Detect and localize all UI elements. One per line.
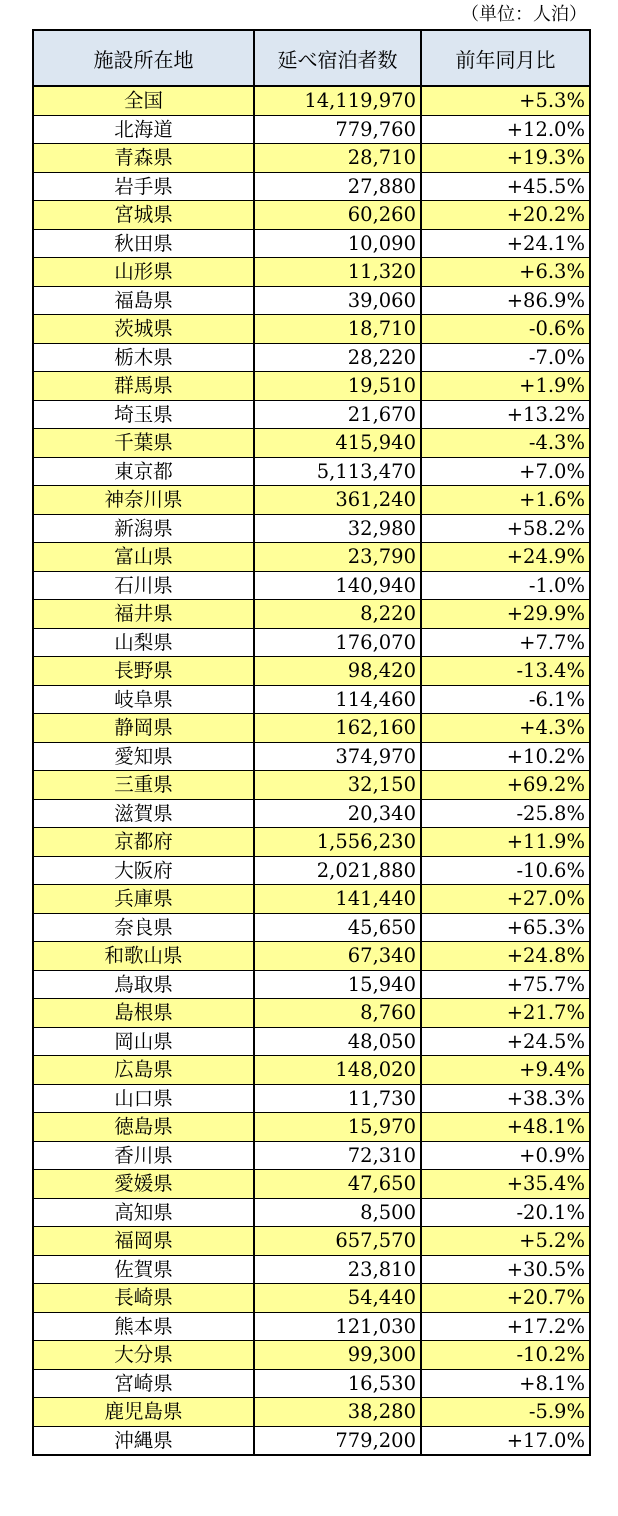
location-cell: 千葉県 [33, 429, 254, 458]
guest-nights-cell: 15,940 [254, 970, 421, 999]
table-row [33, 771, 590, 800]
table-row [33, 1426, 590, 1455]
table-row [33, 1227, 590, 1256]
location-cell: 全国 [33, 86, 254, 115]
yoy-cell: +38.3% [421, 1084, 590, 1113]
guest-nights-cell: 11,320 [254, 258, 421, 287]
guest-nights-cell: 10,090 [254, 229, 421, 258]
yoy-cell: +75.7% [421, 970, 590, 999]
yoy-cell: +30.5% [421, 1255, 590, 1284]
table-row [33, 1141, 590, 1170]
guest-nights-cell: 15,970 [254, 1113, 421, 1142]
yoy-cell: +24.8% [421, 942, 590, 971]
guest-nights-cell: 27,880 [254, 172, 421, 201]
guest-nights-cell: 8,500 [254, 1198, 421, 1227]
table-row [33, 970, 590, 999]
location-cell: 茨城県 [33, 315, 254, 344]
guest-nights-cell: 19,510 [254, 372, 421, 401]
guest-nights-cell: 39,060 [254, 286, 421, 315]
location-cell: 奈良県 [33, 913, 254, 942]
header-row [33, 30, 590, 86]
yoy-cell: -7.0% [421, 343, 590, 372]
table-row [33, 457, 590, 486]
guest-nights-cell: 2,021,880 [254, 856, 421, 885]
location-cell: 山形県 [33, 258, 254, 287]
location-cell: 石川県 [33, 571, 254, 600]
location-cell: 群馬県 [33, 372, 254, 401]
location-cell: 大阪府 [33, 856, 254, 885]
yoy-cell: +48.1% [421, 1113, 590, 1142]
guest-nights-cell: 45,650 [254, 913, 421, 942]
guest-nights-cell: 8,220 [254, 600, 421, 629]
guest-nights-cell: 28,710 [254, 144, 421, 173]
table-row [33, 201, 590, 230]
guest-nights-cell: 32,150 [254, 771, 421, 800]
guest-nights-cell: 374,970 [254, 742, 421, 771]
location-cell: 福島県 [33, 286, 254, 315]
table-row [33, 942, 590, 971]
guest-nights-cell: 23,810 [254, 1255, 421, 1284]
table-row [33, 856, 590, 885]
location-cell: 熊本県 [33, 1312, 254, 1341]
guest-nights-cell: 16,530 [254, 1369, 421, 1398]
yoy-cell: -10.6% [421, 856, 590, 885]
table-row [33, 315, 590, 344]
table-body [33, 86, 590, 1455]
table-row [33, 1198, 590, 1227]
yoy-cell: -6.1% [421, 685, 590, 714]
guest-nights-cell: 48,050 [254, 1027, 421, 1056]
guest-nights-cell: 141,440 [254, 885, 421, 914]
location-cell: 鳥取県 [33, 970, 254, 999]
table-row [33, 1113, 590, 1142]
yoy-cell: -13.4% [421, 657, 590, 686]
guest-nights-cell: 657,570 [254, 1227, 421, 1256]
location-cell: 広島県 [33, 1056, 254, 1085]
yoy-cell: -25.8% [421, 799, 590, 828]
unit-note: （単位：人泊） [461, 4, 587, 25]
location-cell: 滋賀県 [33, 799, 254, 828]
yoy-cell: +17.0% [421, 1426, 590, 1455]
yoy-cell: +10.2% [421, 742, 590, 771]
yoy-cell: +9.4% [421, 1056, 590, 1085]
yoy-cell: -4.3% [421, 429, 590, 458]
guest-nights-cell: 176,070 [254, 628, 421, 657]
table-row [33, 343, 590, 372]
guest-nights-cell: 60,260 [254, 201, 421, 230]
table-row [33, 286, 590, 315]
table-row [33, 1255, 590, 1284]
guest-nights-cell: 121,030 [254, 1312, 421, 1341]
yoy-cell: +19.3% [421, 144, 590, 173]
yoy-cell: +65.3% [421, 913, 590, 942]
table-row [33, 372, 590, 401]
location-cell: 愛知県 [33, 742, 254, 771]
guest-nights-cell: 20,340 [254, 799, 421, 828]
yoy-cell: -10.2% [421, 1341, 590, 1370]
guest-nights-cell: 162,160 [254, 714, 421, 743]
yoy-cell: +29.9% [421, 600, 590, 629]
yoy-cell: +12.0% [421, 115, 590, 144]
location-cell: 佐賀県 [33, 1255, 254, 1284]
location-cell: 北海道 [33, 115, 254, 144]
guest-nights-cell: 415,940 [254, 429, 421, 458]
location-cell: 静岡県 [33, 714, 254, 743]
table-row [33, 628, 590, 657]
location-cell: 島根県 [33, 999, 254, 1028]
yoy-cell: +5.2% [421, 1227, 590, 1256]
table-row [33, 885, 590, 914]
table-row [33, 1369, 590, 1398]
yoy-cell: +24.9% [421, 543, 590, 572]
location-cell: 兵庫県 [33, 885, 254, 914]
guest-nights-cell: 18,710 [254, 315, 421, 344]
location-cell: 福岡県 [33, 1227, 254, 1256]
guest-nights-cell: 779,760 [254, 115, 421, 144]
yoy-cell: +21.7% [421, 999, 590, 1028]
guest-nights-cell: 32,980 [254, 514, 421, 543]
guest-nights-cell: 5,113,470 [254, 457, 421, 486]
table-row [33, 144, 590, 173]
table-row [33, 543, 590, 572]
table-row [33, 258, 590, 287]
table-row [33, 571, 590, 600]
yoy-cell: +11.9% [421, 828, 590, 857]
table-row [33, 799, 590, 828]
yoy-cell: +13.2% [421, 400, 590, 429]
guest-nights-cell: 67,340 [254, 942, 421, 971]
location-cell: 鹿児島県 [33, 1398, 254, 1427]
yoy-cell: -5.9% [421, 1398, 590, 1427]
location-cell: 岡山県 [33, 1027, 254, 1056]
yoy-cell: +8.1% [421, 1369, 590, 1398]
table-row [33, 1170, 590, 1199]
location-cell: 大分県 [33, 1341, 254, 1370]
yoy-cell: +45.5% [421, 172, 590, 201]
table-row [33, 229, 590, 258]
table-row [33, 657, 590, 686]
table-row [33, 1341, 590, 1370]
guest-nights-cell: 11,730 [254, 1084, 421, 1113]
yoy-cell: +17.2% [421, 1312, 590, 1341]
table-row [33, 486, 590, 515]
location-cell: 青森県 [33, 144, 254, 173]
yoy-cell: +1.6% [421, 486, 590, 515]
yoy-cell: +5.3% [421, 86, 590, 115]
yoy-cell: -20.1% [421, 1198, 590, 1227]
yoy-cell: +7.7% [421, 628, 590, 657]
table-row [33, 1056, 590, 1085]
location-cell: 福井県 [33, 600, 254, 629]
guest-nights-cell: 28,220 [254, 343, 421, 372]
yoy-cell: +7.0% [421, 457, 590, 486]
guest-nights-cell: 361,240 [254, 486, 421, 515]
yoy-cell: +86.9% [421, 286, 590, 315]
location-cell: 栃木県 [33, 343, 254, 372]
yoy-cell: +1.9% [421, 372, 590, 401]
location-cell: 神奈川県 [33, 486, 254, 515]
yoy-cell: +0.9% [421, 1141, 590, 1170]
location-cell: 和歌山県 [33, 942, 254, 971]
location-cell: 長崎県 [33, 1284, 254, 1313]
table-row [33, 1084, 590, 1113]
yoy-cell: -1.0% [421, 571, 590, 600]
guest-nights-cell: 23,790 [254, 543, 421, 572]
yoy-cell: +24.1% [421, 229, 590, 258]
yoy-cell: +35.4% [421, 1170, 590, 1199]
table-row [33, 1284, 590, 1313]
table-row [33, 172, 590, 201]
guest-nights-cell: 8,760 [254, 999, 421, 1028]
yoy-cell: +6.3% [421, 258, 590, 287]
table-row [33, 714, 590, 743]
guest-nights-cell: 1,556,230 [254, 828, 421, 857]
yoy-cell: +58.2% [421, 514, 590, 543]
table-row [33, 999, 590, 1028]
location-cell: 宮城県 [33, 201, 254, 230]
guest-nights-cell: 99,300 [254, 1341, 421, 1370]
table-row [33, 600, 590, 629]
yoy-cell: +20.7% [421, 1284, 590, 1313]
table-row [33, 828, 590, 857]
guest-nights-cell: 38,280 [254, 1398, 421, 1427]
location-cell: 山口県 [33, 1084, 254, 1113]
table-row [33, 1398, 590, 1427]
location-cell: 埼玉県 [33, 400, 254, 429]
location-cell: 京都府 [33, 828, 254, 857]
location-cell: 秋田県 [33, 229, 254, 258]
guest-nights-cell: 148,020 [254, 1056, 421, 1085]
guest-nights-cell: 14,119,970 [254, 86, 421, 115]
guest-nights-cell: 47,650 [254, 1170, 421, 1199]
table-row [33, 685, 590, 714]
guest-nights-cell: 98,420 [254, 657, 421, 686]
guest-nights-cell: 779,200 [254, 1426, 421, 1455]
guest-nights-cell: 54,440 [254, 1284, 421, 1313]
location-cell: 香川県 [33, 1141, 254, 1170]
location-cell: 新潟県 [33, 514, 254, 543]
table-row [33, 115, 590, 144]
location-cell: 高知県 [33, 1198, 254, 1227]
table-row [33, 742, 590, 771]
guest-nights-cell: 21,670 [254, 400, 421, 429]
yoy-cell: +27.0% [421, 885, 590, 914]
guest-nights-cell: 72,310 [254, 1141, 421, 1170]
location-cell: 岐阜県 [33, 685, 254, 714]
table-row [33, 913, 590, 942]
column-header-location: 施設所在地 [33, 30, 254, 86]
table-row [33, 86, 590, 115]
location-cell: 長野県 [33, 657, 254, 686]
yoy-cell: +4.3% [421, 714, 590, 743]
table-row [33, 1027, 590, 1056]
location-cell: 東京都 [33, 457, 254, 486]
guest-nights-cell: 114,460 [254, 685, 421, 714]
location-cell: 宮崎県 [33, 1369, 254, 1398]
lodging-statistics-table [32, 29, 591, 1456]
yoy-cell: -0.6% [421, 315, 590, 344]
table-row [33, 1312, 590, 1341]
location-cell: 岩手県 [33, 172, 254, 201]
table-row [33, 400, 590, 429]
yoy-cell: +69.2% [421, 771, 590, 800]
location-cell: 富山県 [33, 543, 254, 572]
yoy-cell: +24.5% [421, 1027, 590, 1056]
column-header-guest-nights: 延べ宿泊者数 [254, 30, 421, 86]
yoy-cell: +20.2% [421, 201, 590, 230]
table-row [33, 429, 590, 458]
location-cell: 沖縄県 [33, 1426, 254, 1455]
location-cell: 徳島県 [33, 1113, 254, 1142]
location-cell: 愛媛県 [33, 1170, 254, 1199]
location-cell: 山梨県 [33, 628, 254, 657]
table-row [33, 514, 590, 543]
guest-nights-cell: 140,940 [254, 571, 421, 600]
column-header-yoy: 前年同月比 [421, 30, 590, 86]
location-cell: 三重県 [33, 771, 254, 800]
